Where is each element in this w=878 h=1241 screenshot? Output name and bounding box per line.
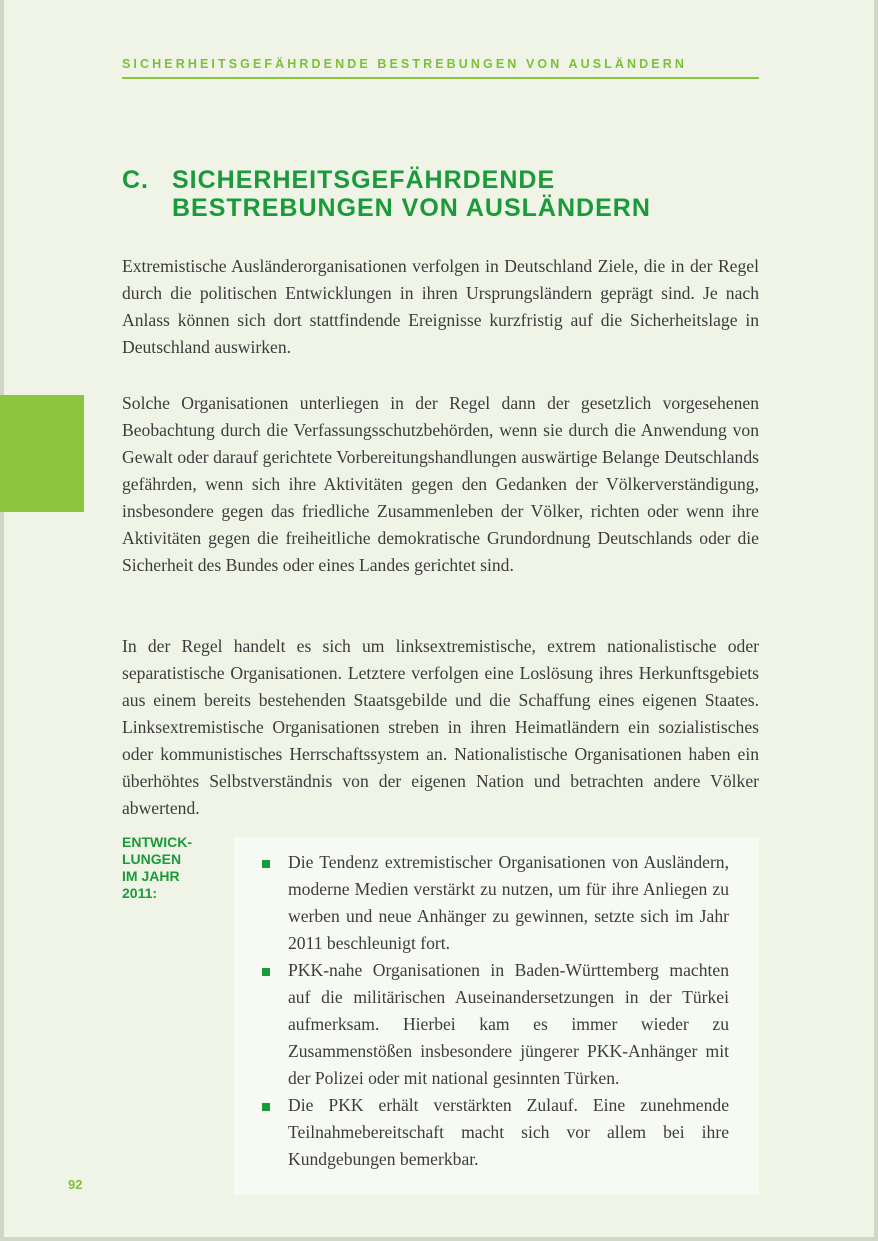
body-paragraph: Solche Organisationen unterliegen in der Regel dann der gesetzlich vorgesehenen Beobachtung durch die Verfassungsschutzbehörden, wenn sie durch die Anwendung von Gewalt oder darauf gerichtete Vorbereitungshandlungen auswärtige Belange Deutschlands gefährden, wenn sich ihre Aktivitäten gegen den Gedanken der Völkerverständigung, insbesondere gegen das friedliche Zusammenleben der Völker, richten oder wenn ihre Aktivitäten gegen die freiheitliche demokratische Grundordnung Deutschlands oder die Sicherheit des Bundes oder eines Landes gerichtet sind. — [122, 393, 759, 575]
developments-list — [288, 849, 729, 1173]
chapter-title-line-1: SICHERHEITSGEFÄHRDENDE — [172, 166, 556, 194]
chapter-title-line-2: BESTREBUNGEN VON AUSLÄNDERN — [172, 194, 651, 222]
list-item — [288, 957, 729, 1092]
developments-box — [234, 837, 759, 1195]
list-item — [288, 1092, 729, 1173]
body-paragraph: Extremistische Ausländerorganisationen verfolgen in Deutschland Ziele, die in der Regel durch die politischen Entwicklungen in ihren Ursprungsländern geprägt sind. Je nach Anlass können sich dort stattfindende Ereignisse kurzfristig auf die Sicherheitslage in Deutschland auswirken. — [122, 256, 759, 357]
square-bullet-icon — [262, 968, 270, 976]
square-bullet-icon — [262, 860, 270, 868]
list-item-text: PKK-nahe Organisationen in Baden-Württemberg machten auf die militärischen Auseinandersetzungen in der Türkei aufmerksam. Hierbei kam es immer wieder zu Zusammenstößen insbesondere jüngerer PKK-Anhänger mit der Polizei oder mit national gesinnten Türken. — [288, 960, 729, 1088]
body-paragraph: In der Regel handelt es sich um linksextremistische, extrem nationalistische oder separatistische Organisationen. Letztere verfolgen eine Loslösung ihres Herkunftsgebiets aus einem bereits bestehenden Staatsgebilde und die Schaffung eines eigenen Staates. Linksextremistische Organisationen streben in ihren Heimatländern ein sozialistisches oder kommunistisches Herrschaftssystem an. Nationalistische Organisationen haben ein überhöhtes Selbstverständnis von der eigenen Nation und betrachten andere Völker abwertend. — [122, 636, 759, 818]
list-item-text: Die PKK erhält verstärkten Zulauf. Eine zunehmende Teilnahmebereitschaft macht sich vor allem bei ihre Kundgebungen bemerkbar. — [288, 1095, 729, 1169]
chapter-letter: C. — [122, 166, 149, 194]
chapter-title — [122, 166, 651, 222]
list-item — [288, 849, 729, 957]
running-header: SICHERHEITSGEFÄHRDENDE BESTREBUNGEN VON AUSLÄNDERN — [122, 57, 687, 71]
developments-margin-label: ENTWICK- LUNGEN IM JAHR 2011: — [122, 834, 192, 901]
chapter-side-tab — [0, 395, 84, 512]
page-number: 92 — [68, 1177, 83, 1192]
square-bullet-icon — [262, 1103, 270, 1111]
list-item-text: Die Tendenz extremistischer Organisationen von Ausländern, moderne Medien verstärkt zu nutzen, um für ihre Anliegen zu werben und neue Anhänger zu gewinnen, setzte sich im Jahr 2011 beschleunigt fort. — [288, 852, 729, 953]
header-rule — [122, 77, 759, 79]
